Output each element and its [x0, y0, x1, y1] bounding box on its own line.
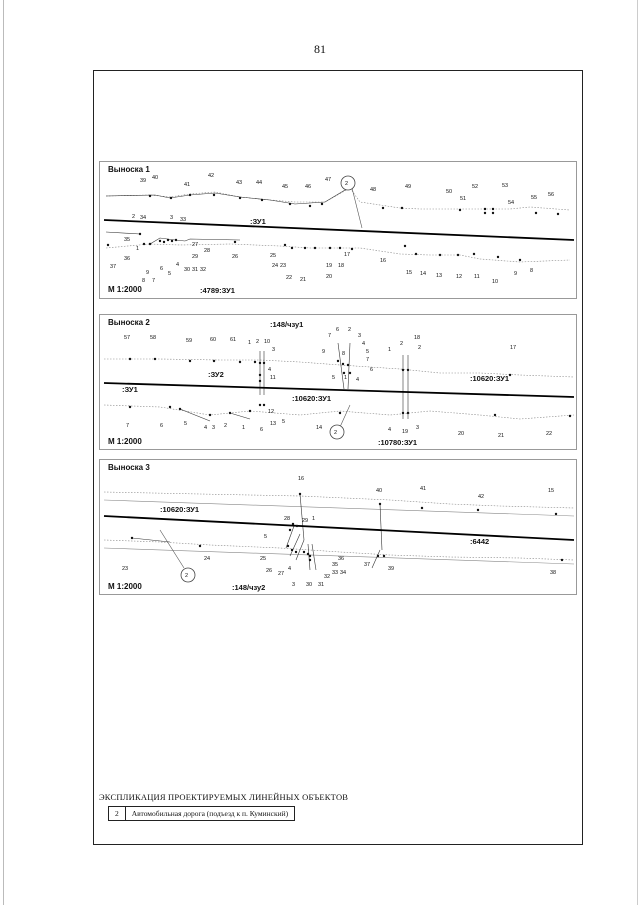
point-label: 9: [146, 270, 150, 276]
point-label: 17: [344, 252, 351, 258]
point-label: 20: [458, 431, 465, 437]
point-label: 36: [124, 256, 131, 262]
panel-scale: М 1:2000: [108, 582, 142, 591]
parcel-label: :ЗУ1: [122, 385, 138, 394]
point-label: 40: [152, 175, 159, 181]
point-label: 22: [286, 275, 293, 281]
point-label: 25: [270, 253, 277, 259]
point-label: 33: [180, 217, 187, 223]
point-label: 4: [176, 262, 180, 268]
explication-title: ЭКСПЛИКАЦИЯ ПРОЕКТИРУЕМЫХ ЛИНЕЙНЫХ ОБЪЕКТОВ: [99, 792, 349, 802]
point-label: 35: [332, 562, 339, 568]
point-label: 3: [170, 215, 174, 221]
point-label: 8: [142, 278, 146, 284]
panel-title: Выноска 1: [108, 165, 150, 174]
point-label: 27: [192, 242, 199, 248]
object-number: 2: [109, 807, 126, 821]
point-label: 30: [306, 582, 313, 588]
point-label: 4: [362, 341, 366, 347]
point-label: 23: [122, 566, 129, 572]
point-label: 57: [124, 335, 131, 341]
point-label: 14: [316, 425, 323, 431]
point-label: 24: [272, 263, 279, 269]
table-row: [109, 807, 295, 821]
panel-scale: М 1:2000: [108, 437, 142, 446]
point-label: 54: [508, 200, 515, 206]
callout-1-number: 2: [345, 181, 349, 187]
explication-table: [108, 806, 295, 821]
point-label: 5: [282, 419, 286, 425]
point-label: 21: [498, 433, 505, 439]
point-label: 53: [502, 183, 509, 189]
point-label: 15: [548, 488, 555, 494]
point-label: 45: [282, 184, 289, 190]
point-label: 12: [456, 274, 463, 280]
point-label: 33: [332, 570, 339, 576]
point-label: 38: [550, 570, 557, 576]
point-label: 58: [150, 335, 157, 341]
panel-title: Выноска 2: [108, 318, 150, 327]
point-label: 3: [272, 347, 276, 353]
callout-2-drawing: [100, 315, 578, 451]
point-label: 48: [370, 187, 377, 193]
point-label: 32: [200, 267, 207, 273]
point-label: 4: [268, 367, 272, 373]
point-label: 4: [288, 566, 292, 572]
point-label: 49: [405, 184, 412, 190]
callout-3-number: 2: [185, 573, 189, 579]
point-label: 1: [248, 340, 252, 346]
point-label: 6: [160, 423, 164, 429]
point-label: 2: [400, 341, 404, 347]
callout-panel-1: [99, 161, 577, 299]
point-label: 16: [298, 476, 305, 482]
point-label: 13: [436, 273, 443, 279]
point-label: 34: [340, 570, 347, 576]
point-label: 44: [256, 180, 263, 186]
point-label: 32: [324, 574, 331, 580]
point-label: 6: [336, 327, 340, 333]
point-label: 11: [474, 274, 480, 280]
point-label: 10: [492, 279, 499, 285]
point-label: 39: [140, 178, 147, 184]
point-label: 36: [338, 556, 345, 562]
object-description: Автомобильная дорога (подъезд к п. Куминский): [125, 807, 294, 821]
point-label: 4: [356, 377, 360, 383]
point-label: 2: [256, 339, 260, 345]
point-label: 42: [208, 173, 215, 179]
point-label: 29: [192, 254, 199, 260]
point-label: 4: [204, 425, 208, 431]
point-label: 11: [270, 375, 276, 381]
parcel-label: :10620:ЗУ1: [160, 505, 200, 514]
point-label: 10: [264, 339, 271, 345]
point-label: 5: [264, 534, 268, 540]
point-label: 9: [322, 349, 326, 355]
point-label: 40: [376, 488, 383, 494]
point-label: 1: [344, 375, 348, 381]
point-label: 43: [236, 180, 243, 186]
parcel-label: :148/чзу1: [270, 320, 304, 329]
point-label: 3: [358, 333, 362, 339]
point-label: 2: [132, 214, 136, 220]
page-number: 81: [314, 42, 326, 56]
point-label: 9: [514, 271, 518, 277]
point-label: 28: [284, 516, 291, 522]
point-label: 8: [342, 351, 346, 357]
parcel-label: :4789:ЗУ1: [200, 286, 235, 295]
point-label: 13: [270, 421, 277, 427]
point-label: 34: [140, 215, 147, 221]
point-label: 18: [414, 335, 421, 341]
point-label: 55: [531, 195, 538, 201]
point-label: 2: [418, 345, 422, 351]
point-label: 61: [230, 337, 237, 343]
point-label: 1: [242, 425, 246, 431]
point-label: 5: [184, 421, 188, 427]
point-label: 59: [186, 338, 193, 344]
point-label: 2: [224, 423, 228, 429]
panel-scale: М 1:2000: [108, 285, 142, 294]
point-label: 7: [328, 333, 332, 339]
point-label: 1: [388, 347, 392, 353]
point-label: 12: [268, 409, 275, 415]
point-label: 1: [136, 246, 140, 252]
point-label: 27: [278, 571, 285, 577]
parcel-label: :ЗУ1: [250, 217, 266, 226]
point-label: 25: [260, 556, 267, 562]
point-label: 2: [348, 327, 352, 333]
point-label: 37: [110, 264, 117, 270]
point-label: 14: [420, 271, 427, 277]
point-label: 19: [402, 429, 409, 435]
point-label: 7: [126, 423, 130, 429]
point-label: 19: [326, 263, 333, 269]
point-label: 8: [530, 268, 534, 274]
point-label: 26: [232, 254, 239, 260]
point-label: 5: [332, 375, 336, 381]
point-label: 5: [366, 349, 370, 355]
parcel-label: :10620:ЗУ1: [292, 394, 332, 403]
point-label: 3: [212, 425, 216, 431]
callout-1-drawing: [100, 162, 578, 300]
point-label: 41: [184, 182, 191, 188]
point-label: 51: [460, 196, 467, 202]
point-label: 6: [160, 266, 164, 272]
point-label: 4: [388, 427, 392, 433]
point-label: 16: [380, 258, 387, 264]
point-label: 7: [152, 278, 156, 284]
point-label: 6: [260, 427, 264, 433]
parcel-label: :ЗУ2: [208, 370, 224, 379]
point-label: 56: [548, 192, 555, 198]
callout-panel-2: [99, 314, 577, 450]
point-label: 23: [280, 263, 287, 269]
point-label: 24: [204, 556, 211, 562]
point-label: 60: [210, 337, 217, 343]
point-label: 50: [446, 189, 453, 195]
callout-3-drawing: [100, 460, 578, 596]
point-label: 31: [192, 267, 199, 273]
point-label: 46: [305, 184, 312, 190]
parcel-label: :10620:ЗУ1: [470, 374, 510, 383]
point-label: 3: [416, 425, 420, 431]
callout-2-number: 2: [334, 430, 338, 436]
drawing-frame: [93, 70, 583, 845]
point-label: 52: [472, 184, 479, 190]
point-label: 3: [292, 582, 296, 588]
point-label: 29: [302, 518, 309, 524]
point-label: 26: [266, 568, 273, 574]
scan-edge-left: [3, 0, 4, 905]
callout-panel-3: [99, 459, 577, 595]
point-label: 30: [184, 267, 191, 273]
point-label: 39: [388, 566, 395, 572]
scan-edge-right: [637, 0, 638, 905]
point-label: 35: [124, 237, 131, 243]
point-label: 22: [546, 431, 553, 437]
parcel-label: :6442: [470, 537, 490, 546]
point-label: 17: [510, 345, 517, 351]
point-label: 20: [326, 274, 333, 280]
point-label: 15: [406, 270, 413, 276]
point-label: 1: [312, 516, 316, 522]
point-label: 7: [366, 357, 370, 363]
point-label: 37: [364, 562, 371, 568]
point-label: 28: [204, 248, 211, 254]
parcel-label: :10780:ЗУ1: [378, 438, 418, 447]
point-label: 47: [325, 177, 332, 183]
point-label: 5: [168, 271, 172, 277]
point-label: 6: [370, 367, 374, 373]
point-label: 31: [318, 582, 325, 588]
point-label: 41: [420, 486, 427, 492]
point-label: 42: [478, 494, 485, 500]
point-label: 21: [300, 277, 307, 283]
parcel-label: :148/чзу2: [232, 583, 266, 592]
point-label: 18: [338, 263, 345, 269]
panel-title: Выноска 3: [108, 463, 150, 472]
